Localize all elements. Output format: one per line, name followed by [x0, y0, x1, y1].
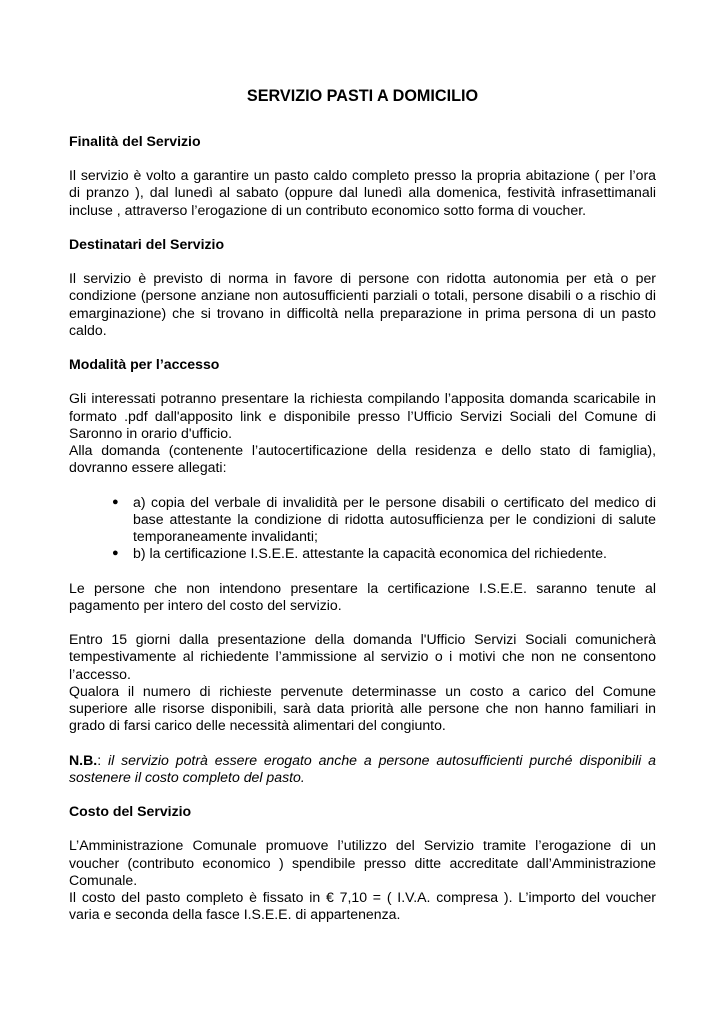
- bullet-icon: ●: [112, 495, 119, 508]
- paragraph-modalita-attachments: Alla domanda (contenente l’autocertificazione della residenza e dello stato di famiglia), dovranno essere allegati:: [69, 442, 656, 476]
- section-heading-destinatari: Destinatari del Servizio: [69, 236, 225, 252]
- paragraph-isee-note: Le persone che non intendono presentare la certificazione I.S.E.E. saranno tenute al pagamento per intero del costo del servizio.: [69, 579, 656, 613]
- paragraph-destinatari: Il servizio è previsto di norma in favore di persone con ridotta autonomia per età o per condizione (persone anziane non autosufficienti parziali o totali, persone disabili o a rischio di emarginazione) che si trovano in difficoltà nella preparazione in prima persona di un pasto caldo.: [69, 270, 656, 338]
- section-heading-costo: Costo del Servizio: [69, 803, 192, 820]
- page-title: SERVIZIO PASTI A DOMICILIO: [246, 87, 479, 105]
- paragraph-admission: Entro 15 giorni dalla presentazione della domanda l'Ufficio Servizi Sociali comunicherà tempestivamente al richiedente l’ammissione al servizio o i motivi che non ne consentono l’accesso.: [69, 631, 656, 682]
- paragraph-finalita: Il servizio è volto a garantire un pasto caldo completo presso la propria abitazione ( per l’ora di pranzo ), dal lunedì al sabato (oppure dal lunedì alla domenica, festività infrasettimanali incluse , attraverso l’erogazione di un contributo economico sotto forma di voucher.: [69, 167, 656, 218]
- section-modalita: [69, 356, 656, 786]
- paragraph-priority: Qualora il numero di richieste pervenute determinasse un costo a carico del Comune superiore alle risorse disponibili, sarà data priorità alle persone che non hanno familiari in grado di farsi carico delle necessità alimentari del congiunto.: [69, 682, 656, 734]
- section-heading-finalita: Finalità del Servizio: [69, 133, 201, 149]
- paragraph-costo-price: Il costo del pasto completo è fissato in € 7,10 = ( I.V.A. compresa ). L’importo del voucher varia e seconda della fasce I.S.E.E. di appartenenza.: [69, 889, 656, 923]
- section-costo: [69, 803, 656, 923]
- section-heading-modalita: Modalità per l’accesso: [69, 356, 220, 373]
- list-item: [69, 494, 656, 546]
- nota-bene: [69, 752, 656, 786]
- nota-bene-label: N.B.: [69, 751, 98, 768]
- document-page: [69, 86, 656, 923]
- paragraph-modalita-request: Gli interessati potranno presentare la richiesta compilando l’apposita domanda scaricabile in formato .pdf dall'apposito link e disponibile presso l’Ufficio Servizi Sociali del Comune di Saronno in orario d'ufficio.: [69, 390, 656, 441]
- list-item-text: a) copia del verbale di invalidità per le persone disabili o certificato del medico di base attestante la condizione di ridotta autosufficienza per le condizioni di salute temporaneamente invalidanti;: [133, 493, 656, 545]
- nota-bene-text: il servizio potrà essere erogato anche a persone autosufficienti purché disponibili a sostenere il costo completo del pasto.: [69, 751, 656, 785]
- section-destinatari: [69, 236, 656, 339]
- nota-bene-separator: :: [97, 751, 108, 768]
- paragraph-costo-voucher: L’Amministrazione Comunale promuove l’utilizzo del Servizio tramite l’erogazione di un voucher (contributo economico ) spendibile presso ditte accreditate dall’Amministrazione Comunale.: [69, 837, 656, 888]
- section-finalita: [69, 133, 656, 219]
- bullet-icon: ●: [112, 547, 119, 560]
- attachments-list: [69, 494, 656, 563]
- list-item-text: b) la certificazione I.S.E.E. attestante la capacità economica del richiedente.: [133, 545, 607, 562]
- list-item: [69, 545, 656, 562]
